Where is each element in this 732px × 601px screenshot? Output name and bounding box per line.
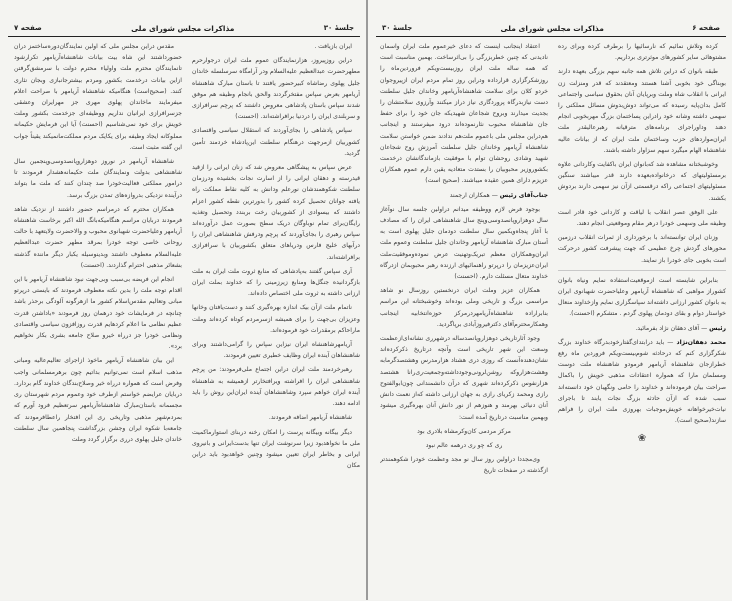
- paragraph-text: بنابراین شایسته است ازموقعیت‌استفاده نمایم ونیاه بانوان کشوراز مواهبی که شاهنشاه آریامهر وعلیاحضرت شهبانوی ایران به بانوان کشور ارزانی داشته‌اند سپاسگزاری نمایم وازخداوند منعال خواستار دوام و بقای دودمان پهلوی گردم . متشکرم (احسنت).: [558, 276, 726, 318]
- paragraph: [558, 207, 726, 229]
- paragraph-text: کرده وتلاش نمائیم که نارسائیها را برطرف کرده وبرای رده مشتوهائی سایر کشورهای موثرتری برداریم.: [558, 43, 726, 62]
- paragraph: [14, 156, 182, 201]
- column-left: [14, 41, 182, 601]
- paragraph: [380, 426, 548, 437]
- paragraph: [380, 440, 548, 451]
- paragraph-text: وجود آثارتاریخی دوهزاروپانصدساله درشهرری نشانه‌ای‌ازعظمت وسعت این شهر تاریخی است وآنچه درتاریخ ذکرکرده‌اند نشان‌دهنده‌آنست که روزی دری هشتاد هزارمدرس وهشتصدگرمابه وهشت‌هزاروکه روشن‌لرونی‌وجودداشته‌وجمعیت‌ری‌رانا هشتصد هزارنفوس ذکرکرده‌اند شهری که درآن دانشمندانی چون‌ابوالفتوح رازی ومحمد زکریای رازی به جهان ارزانی داشته که‌از نعمت دانش آنان دنیائی بهرمند و هنوزهم از نور دانش آنان بهره‌گیری میشود وبهمین مناسبت درتاریخ آمده است:: [380, 335, 548, 421]
- paragraph-text: مرکز مردمی کان‌وکرمشاه بلادری بود: [417, 427, 511, 435]
- paragraph-text: شاهنشاه آریامهر اضافه فرمودند.: [268, 414, 352, 422]
- publication-title: مذاکرات مجلس شورای ملی: [131, 23, 235, 33]
- page-header: [8, 22, 360, 34]
- paragraph: [192, 125, 360, 159]
- paragraph-text: — آقای دهقان نژاد بفرمائید.: [635, 324, 710, 332]
- paragraph-text: ایران بازیافت .: [314, 43, 352, 50]
- paragraph: [14, 41, 182, 153]
- column-right: [192, 41, 360, 601]
- paragraph-text: رهبرخردمند ملت ایران دراین اجتماع ملی‌فرمودند: من پرچم شاهنشاهی ایران را افراشته ویرافتخارتر ازهمیشه به شاهنشاه آینده ایران خواهم سپرد وشاهنشاهان آینده ایران‌این روش را باید ادامه دهند.: [192, 366, 360, 408]
- speaker-paragraph: [380, 190, 548, 201]
- paragraph: [14, 355, 182, 445]
- paragraph-text: همکاران محترم که درمراسم حضور داشتند از نزدیک شاهد فرمودند دربایان مراسم هنگامیکه‌بانگ الله اکبر برخاست شاهنشاه آریامهر وعلیاحضرت شهبانوی محبوب و والاحضرت ولایتعهد با حالت روحانی خاصی توجه خودرا بمرقد مطهر حضرت عبدالعظیم علیه‌السلام معطوف داشتند وبدینوسیله یکبار دیگر ماننده گذشته بشعائر مذهبی احترام گذاردند. (احسنت): [14, 205, 182, 269]
- paragraph: [192, 162, 360, 263]
- paragraph: [192, 364, 360, 409]
- column-left: [380, 41, 548, 601]
- paragraph: [14, 204, 182, 271]
- paragraph-text: بوجود فرض لازم ووظیفه میدانم دراولین جلسه سال نوآغاز سال دوهزاروپانصدوسی‌وپنج سال شاهنشاهی ایران را که مصادف با آغاز پنجاه‌ویکمین سال سلطنت دودمان جلیل پهلوی است به آستان مبارک شاهنشاه آریامهر وخاندان جلیل سلطنت وعموم ملت ایران‌وهمکاران معظم تبریک‌وتهنیت عرض نموده‌وموفقیت‌ملت ایران‌عزیزمان را درپرتو راهنمائیهای ارزنده رهبر محبوبمان ازدرگاه خداوند متعال مسئلت دارم. (احسنت): [380, 205, 548, 281]
- paragraph: [558, 232, 726, 266]
- paragraph-text: دراین روزپیروز، هزارنمایندگان عموم ملت ایران درجوارحرم مطهرحضرت عبدالعظیم علیه‌السلام ودر آرامگاه سرسلسله خاندان جلیل پهلوی رضاشاه کبیرحضور یافتند تا باستان مبارک شاهنشاه آریامهر بعرض سپاس مفتخرگردند والحق بانجام وظیفه هم موفق شدند سپاس باستان پادشاهی معروض داشتند که پرچم سرافرازی و سربلندی ایران را دردنیا برافراشته‌اند. (احسنت): [192, 57, 360, 121]
- session-number: جلسهٔ ۳۰: [382, 24, 413, 32]
- paragraph: [192, 266, 360, 300]
- paragraph: [380, 333, 548, 423]
- paragraph: [192, 302, 360, 336]
- header-rule: [376, 36, 726, 37]
- paragraph-text: عرض سپاس به پیشگاهی معروض شد که زنان ایرانی را ازقید قیدرسته و دهقان ایرانی را از اسارت نجات بخشیده ودرزمان سلطنت شکوهمندشان نورعلم ودانش به کلیه نقاط مملکت راه یافته جوانان تحصیل کرده کشور را بدورترین نقطه کشور اعزام داشتند که بیسوادی از کشوربیان رخت بربندد وتحصیل وتغذیه رایگان‌برای تمام نوباوگان دریک سطح بصورت عمل درآورده‌اند سپاس رهبری را بجای‌آوردند که پرچم ودرفش شاهنشاهی ایران را درآبهای خلیج فارس ودریاهای متعلق بکشوربیان با سرافرازی برافراشته‌اند.: [192, 164, 360, 261]
- paragraph: [380, 285, 548, 330]
- paragraph-text: مقدس دراین مجلس ملی که اولین نمایندگان‌دوره‌ساختمز دران حضورداشتند این شاه بیت بیانات شاهنشاه‌آریامهر تکرارشود تانمایندگان محترم ملت واولیاء محترم دولت با سرمشق‌گرفتن ازاین بیانات درخدمت بکشور ومردم بیشترجانبازی وبجان نثاری کنند. (صحیح‌است) هنگامیکه شاهنشاه آریامهر با صراحت اعلام میفرمایند ماخاندان پهلوی مهری جز مهرایران وعشقی جزسرافرازی ایرانیان نداریم ووظیفه‌ای جزخدمت بکشور وملت خویش برای خود نمی‌شناسیم (احسنت) آیا این فرمایش حکیمانه مملوکانه ایجاد وظیفه برای یکایک مردم مملکت‌مانمیکند یقیناً جواب این گفته مثبت است.: [14, 43, 182, 151]
- paragraph: [14, 274, 182, 352]
- paragraph: [192, 339, 360, 361]
- ornament-icon: ❀: [637, 432, 647, 444]
- paragraph-text: طبقه بانوان که دراین تلاش همه جانبه سهم بزرگی بعهده دارند بوبناگی خود بخوبی آشنا هستند ومعتقدند که قدر ومنزلت زن ایرانی با انقلاب شاه وملت وبرپایان آنان بحقوق سیاسی واجتماعی کامل بدان‌پایه رسیده که می‌تواند دوش‌بدوش مسائل مملکتی را سهمی داشته وشانه خود رادراین پساختمان بزرگ مهربخوبی انجام دهند وداوراجرای برنامه‌های مترقیانه رهبرعالیقدر ملت ایران‌مواردهای حزب وساختمان ملت ایران که از بیانات عالیه شاهنشاه الهام میگیرد سهم سزاوار داشته باشند.: [558, 68, 726, 154]
- paragraph: [192, 41, 360, 52]
- paragraph-text: — همکاران ارجمند: [449, 191, 500, 199]
- paragraph: [558, 275, 726, 320]
- speaker-name: جناب‌آقای رئیس: [499, 191, 548, 199]
- paragraph-text: آری سپاس گفتند به‌پادشاهی که منابع ثروت ملت ایران به ملت بازگردانیده جنگل‌ها ومنابع زیرزمینی را که خداوند بملت ایران ارزانی داشته به ثروت ملی اختصاص داده‌اند.: [192, 267, 360, 298]
- page-header: [376, 22, 726, 34]
- paragraph-text: — باید درابتدای‌گفتارخودبدرگاه خداوند بزرگ شکرگزاری کنم که درحادثه شوم‌بیست‌ویکم فروردین ماه رفع خطرازجان شاهنشاه آریامهر فرمودو شاهنشاه ملت دوست ومسلمان مارا که همواره اعتقادات مذهبی خویش را باکمال صراحت بیان فرموده‌اند و خداوند را حامی ونگهبان خود دانسته‌اند سبب شده که ازآن حادثه بزرگ نجات یابند تا باجرای نیات‌خیرخواهانه خویش‌موجبات بهروزی ملت ایران را فراهم سازند(صحیح است).: [558, 338, 726, 425]
- page-number: صفحه ۶: [692, 24, 720, 32]
- paragraph: [380, 41, 548, 187]
- paragraph: [380, 454, 548, 476]
- paragraph-text: انجام این فریضه بی‌سبب وبی‌جهت نبود شاهنشاه آریامهر با این اقدام توجه ملت را بدین نکته معطوف فرمودند که بایستی درپرتو مبانی وتعالیم مقدس‌اسلام کشور ما ازهرگونه آلودگی برحذر باشد چنانچه در فرمایشات خود درهمان روز فرمودند «باداشتن قدرت عظیم نظامی ما اعلام کردهایم قدرت روزافزون سیاسی واقتصادی ونظامی خودرا جز درراه خیرو صلاح جامعه بشری بکار نخواهیم برد».: [14, 276, 182, 351]
- paragraph-text: سپاس پادشاهی را بجای‌آوردند که استقلال سیاسی واقتصادی کشوربیان ازمرجهت درهنگام سلطنت این‌پادشاه خردمند تأمین گردید.: [192, 127, 360, 157]
- paragraph-text: آریامهرشاهنشاه ایران نیزاین سپاس را گرامی‌داشتند وبرای شاهنشاهان آینده ایران وظایف خطیری تعیین فرمودند.: [192, 341, 360, 360]
- paragraph: [558, 159, 726, 204]
- paragraph: [192, 427, 360, 472]
- paragraph: [558, 66, 726, 156]
- column-right: [558, 41, 726, 601]
- paragraph-text: شاهنشاه آریامهر در نوروز دوهزاروپانصدوسی‌وپنجمین سال شاهنشاهی بدولت ونمایندگان ملت حکیمانه‌هشدار فرمودند تا درامور مملکتی فعالیت‌خودرا صد چندان کنند که ملت ما بتواند درآینده نزدیکی بدروازه‌های تمدن بزرگ برسد.: [14, 158, 182, 199]
- page-7: [0, 0, 366, 600]
- paragraph: [192, 412, 360, 423]
- speaker-paragraph: [558, 337, 726, 427]
- speaker-paragraph: [558, 323, 726, 334]
- publication-title: مذاکرات مجلس شورای ملی: [500, 23, 604, 33]
- speaker-name: رئیس: [709, 324, 726, 332]
- paragraph: [558, 41, 726, 63]
- paragraph-text: دیگر بیگانه وبیگانه پرست را امکان رخنه دربنای استوارماکمیت ملی ما نخواهدبود زیرا سرنوشت ایران تنها بدست‌ایرانی و بانیروی ایرانی و بخاطر ایران تعیین میشود وچنین خواهدبود باید دراین مکان: [192, 428, 360, 470]
- paragraph: [380, 204, 548, 282]
- paragraph-text: اعتقاد اینجانب اینست که دعای خیرعموم ملت ایران واسمان نادیدنی که چنین خطربزرگی را بی‌اثرساخت. بهمین مناسبت است که همه ساله ملت ایران روزبیست‌ویکم فروردین‌ماه را روزشکرگزاری قرارداده ودراین روز تمام مردم ایران ازپیروجوان خردو کلان برای سلامت شاهنشاه‌آریامهر وخاندان جلیل سلطنت دست نیازبدرگاه پروردگاری نیاز دراز میکنند وآرزوی سلامتشان را بجدیت میدارند وبروح شجاعان شهیدیکه جان خود را برای حفظ جان شاهنشاه محبوب نثارنموده‌اند درود میفرستند و اینجانب هم‌دراین مجلس ملی باعموم ملت‌هم ندادند ضمن خواستن سلامت شاهنشاه آریامهر وخاندان جلیل سلطنت آمرزش روح شجاعان شهید وشادی روحشان توام با موفقیت بازماندگانشان درخدمت بکشوروزیر محبوبیان را بستدت متعادیه یقین دارم عموم همکاران عزیزم دارای همین عقیده میباشند. (صحیح است): [380, 43, 548, 185]
- paragraph-text: ناتمام ملت ازآن بیک اندازه بهره‌گیری کنند و دست‌یافتان وخانها وعزیزان بی‌جهت را برای همیشه ازسرمردم کوتاه کرده‌اند وملت ماراحاکم برمقدرات خود فرموده‌اند.: [192, 304, 360, 334]
- paragraph-text: همکاران عزیز وملت ایران درنخستین روزسال نو شاهد مراسمی بزرگ و تاریخی وملی بوده‌اند وخوشبختانه این مراسم بنابراراده شاهنشاه‌آریامهردرمرکز حوزه‌انتخابیه اینجانب وهمکارمحترم‌آقای دکترفیروزآبادی برپاگردید.: [380, 287, 548, 328]
- page-number: صفحه ۷: [14, 24, 42, 32]
- session-number: جلسهٔ ۳۰: [323, 24, 354, 32]
- page-6: [366, 0, 732, 600]
- paragraph-text: این بیان شاهنشاه آریامهر ماخوذ ازاجرای تعالیم‌عالیه ومبانی مذهب اسلام است نمی‌توانیم بداتیم چون برهرمسلمانی واجب وفرض است که همواره درراه خیر وصلاح‌بندگان خداوند گام بردارد. دربایان عرایضم خواستم ازطرف خود وعموم مردم شهرستان ری مجسمانه باستان‌مبارک شاهنشاه‌آریامهر سرتعظیم فرود آورم که بمردم‌شهر مذهبی وتاریخی ری این افتخار راعطافرمودند که جامعه‌با شکوه ایران وجشن بزرگداشت پنجاهمین سال سلطنت خاندان جلیل پهلوی درری برگزار گردد وملت: [14, 357, 182, 443]
- header-rule: [8, 36, 360, 37]
- paragraph-text: وی‌مجددا دراولین روز سال نو مجد وعظمت خودرا شکوهمندتر ازگذشته در صفحات تاریخ: [380, 456, 548, 475]
- paragraph-text: علی الوفق عصر انقلاب با لیاقت و کاردانی خود قادر است وظیفه ملی وسهمی خودرا درهر مقام وموقعیتی انجام دهند.: [558, 208, 726, 228]
- speaker-name: محمد دهقان‌نژاد: [676, 338, 726, 346]
- section-divider: [558, 270, 726, 271]
- paragraph: [192, 55, 360, 122]
- paragraph-text: وزنان ایران توانسته‌اند با برخورداری از ثمرات انقلاب درزمین محورهای گردش چرخ عظیمی که جهت پیشرفت کشور درحرکت است بخوبی جای خودرا باز نمایند.: [558, 234, 726, 264]
- paragraph-text: ری که چو ری درهمه عالم نبود: [425, 441, 503, 449]
- paragraph-text: وخوشبختانه مشاهده شد که‌بانوان ایران باکفایت وکاردانی علاوه برمسئولیتهای که درخانواده‌بعهده دارند قدر میباشند سنگین مسئولیتهای اجتماعی راکه درقسمتی ازآن نیز سهمی دارند بردوش بکشند.: [558, 161, 726, 202]
